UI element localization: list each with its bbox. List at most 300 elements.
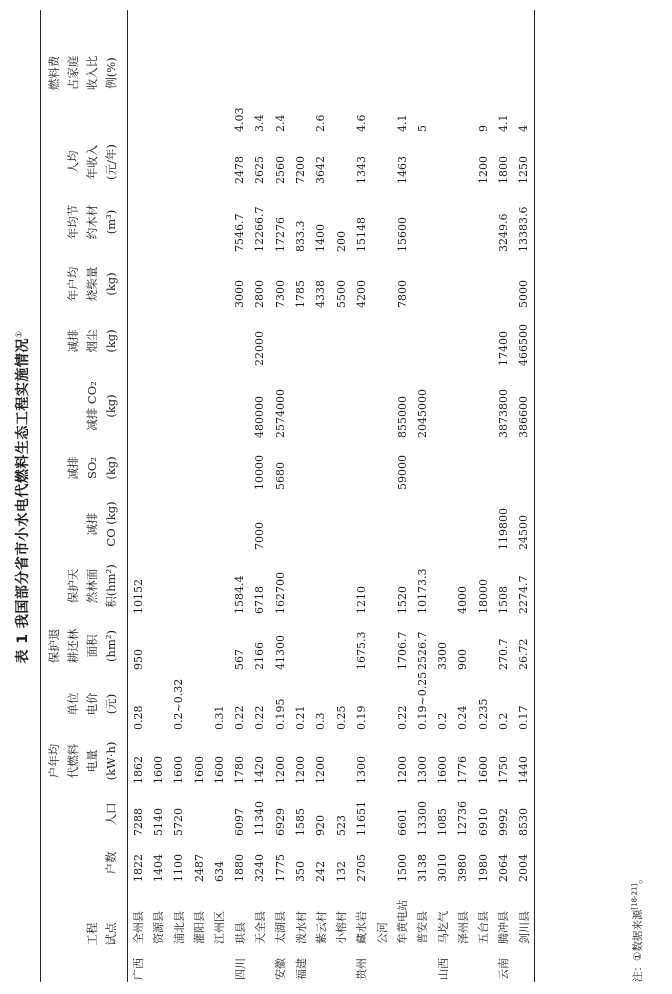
value-cell: 350 — [294, 861, 308, 882]
value-cell — [229, 312, 249, 370]
header-line: 例(%) — [104, 57, 118, 89]
value-cell: 1785 — [294, 280, 308, 308]
value-cell: 18000 — [476, 579, 490, 614]
value-cell: 1200 — [476, 156, 490, 184]
value-cell — [311, 442, 331, 494]
header-col-8 — [41, 442, 128, 494]
value-cell: 466500 — [514, 312, 535, 370]
table-row — [209, 10, 229, 982]
table-row — [311, 10, 331, 982]
value-cell — [331, 618, 351, 674]
value-cell — [514, 442, 535, 494]
value-cell: 9992 — [496, 808, 510, 836]
value-cell: 1404 — [151, 854, 165, 882]
value-cell: 1584.4 — [233, 575, 247, 614]
value-cell: 3240 — [253, 854, 267, 882]
value-cell — [209, 136, 229, 188]
value-cell — [432, 256, 452, 312]
header-line: 积(hm²) — [104, 564, 118, 608]
header-row — [41, 10, 128, 982]
value-cell: 1300 — [415, 756, 429, 784]
value-cell: 4 — [514, 10, 535, 136]
value-cell — [432, 10, 452, 136]
value-cell: 1250 — [514, 136, 535, 188]
value-cell — [311, 370, 331, 442]
value-cell — [148, 554, 168, 618]
value-cell — [169, 494, 189, 554]
site-cell: 马圪气 — [436, 911, 450, 944]
value-cell: 1600 — [151, 756, 165, 784]
value-cell: 132 — [334, 861, 348, 882]
header-line: (kg) — [104, 456, 118, 480]
value-cell — [372, 188, 392, 256]
value-cell — [169, 442, 189, 494]
value-cell: 2705 — [354, 854, 368, 882]
value-cell — [169, 256, 189, 312]
value-cell: 2625 — [253, 156, 267, 184]
header-col-2 — [41, 788, 128, 840]
province-cell — [189, 948, 209, 982]
value-cell: 7200 — [294, 156, 308, 184]
value-cell: 4.1 — [496, 114, 510, 132]
value-cell: 1400 — [314, 224, 328, 252]
value-cell: 0.19~0.25 — [415, 671, 429, 730]
header-col-14 — [41, 10, 128, 136]
value-cell — [372, 788, 392, 840]
value-cell — [372, 312, 392, 370]
province-cell: 四川 — [233, 958, 247, 980]
value-cell — [209, 312, 229, 370]
value-cell — [290, 442, 310, 494]
value-cell: 1300 — [354, 756, 368, 784]
value-cell — [189, 312, 209, 370]
value-cell: 15600 — [395, 217, 409, 252]
table-row — [270, 10, 290, 982]
value-cell — [148, 256, 168, 312]
value-cell — [311, 312, 331, 370]
value-cell: 26.72 — [514, 618, 535, 674]
value-cell: 7288 — [131, 808, 145, 836]
site-cell: 灌阳县 — [193, 911, 207, 944]
province-cell: 山西 — [436, 958, 450, 980]
value-cell — [189, 674, 209, 734]
value-cell — [453, 10, 473, 136]
value-cell — [432, 312, 452, 370]
header-line: 然林面 — [85, 568, 99, 604]
value-cell: 0.3 — [314, 712, 328, 730]
value-cell — [148, 312, 168, 370]
header-line: 试点 — [104, 922, 118, 946]
site-cell: 小榕村 — [335, 911, 349, 944]
province-cell: 福建 — [294, 958, 308, 980]
value-cell: 7300 — [273, 280, 287, 308]
value-cell: 200 — [334, 231, 348, 252]
value-cell: 1706.7 — [395, 631, 409, 670]
province-cell — [148, 948, 168, 982]
value-cell: 0.28 — [131, 705, 145, 730]
value-cell: 1210 — [354, 586, 368, 614]
value-cell — [493, 442, 513, 494]
value-cell: 12736 — [456, 801, 470, 836]
value-cell — [169, 618, 189, 674]
value-cell: 1508 — [496, 586, 510, 614]
value-cell: 3010 — [436, 854, 450, 882]
header-line: 户年均 — [47, 743, 61, 779]
value-cell — [189, 10, 209, 136]
value-cell — [311, 618, 331, 674]
value-cell — [372, 370, 392, 442]
value-cell: 2166 — [253, 642, 267, 670]
value-cell — [372, 494, 392, 554]
value-cell — [148, 442, 168, 494]
table-row — [290, 10, 310, 982]
value-cell: 1880 — [233, 854, 247, 882]
header-line: 代燃料 — [66, 743, 80, 779]
value-cell — [412, 188, 432, 256]
header-line: 电价 — [85, 692, 99, 716]
site-cell: 全州县 — [132, 911, 146, 944]
province-cell — [209, 948, 229, 982]
value-cell — [351, 442, 371, 494]
value-cell — [453, 188, 473, 256]
value-cell — [473, 370, 493, 442]
value-cell: 1675.3 — [354, 631, 368, 670]
value-cell — [169, 312, 189, 370]
value-cell — [209, 618, 229, 674]
province-cell — [412, 948, 432, 982]
site-cell: 太湖县 — [274, 911, 288, 944]
header-line: 电量 — [85, 749, 99, 773]
value-cell — [169, 10, 189, 136]
value-cell: 9 — [476, 125, 490, 132]
site-cell: 剑川县 — [514, 886, 535, 948]
header-line: (kg) — [104, 329, 118, 353]
site-cell: 五台县 — [477, 911, 491, 944]
value-cell: 1585 — [294, 808, 308, 836]
header-line: 烟尘 — [85, 329, 99, 353]
value-cell: 2004 — [514, 840, 535, 886]
site-cell: 泼水村 — [294, 911, 308, 944]
value-cell — [392, 312, 412, 370]
value-cell — [331, 312, 351, 370]
value-cell: 2274.7 — [514, 554, 535, 618]
value-cell — [209, 442, 229, 494]
value-cell: 6601 — [395, 808, 409, 836]
value-cell: 1085 — [436, 808, 450, 836]
value-cell — [432, 442, 452, 494]
value-cell: 3300 — [436, 642, 450, 670]
table-row — [128, 10, 149, 982]
header-col-4 — [41, 674, 128, 734]
value-cell — [432, 188, 452, 256]
province-cell — [514, 948, 535, 982]
value-cell: 1100 — [172, 854, 186, 882]
table-title: 表 1 我国部分省市小水电代燃料生态工程实施情况① — [14, 330, 31, 664]
value-cell: 1200 — [294, 756, 308, 784]
value-cell: 1600 — [212, 756, 226, 784]
value-cell: 3.4 — [253, 114, 267, 132]
value-cell: 2045000 — [415, 389, 429, 438]
header-col-7 — [41, 494, 128, 554]
value-cell — [169, 370, 189, 442]
value-cell — [331, 554, 351, 618]
value-cell: 2478 — [233, 156, 247, 184]
value-cell — [372, 442, 392, 494]
value-cell — [290, 10, 310, 136]
value-cell — [229, 442, 249, 494]
value-cell: 11651 — [354, 801, 368, 836]
province-cell — [453, 948, 473, 982]
value-cell: 10152 — [131, 579, 145, 614]
value-cell: 1463 — [395, 156, 409, 184]
value-cell: 2574000 — [273, 389, 287, 438]
site-cell: 浦北县 — [172, 911, 186, 944]
value-cell — [412, 442, 432, 494]
value-cell: 0.235 — [476, 698, 490, 730]
value-cell: 17276 — [273, 217, 287, 252]
value-cell — [148, 494, 168, 554]
value-cell: 1500 — [395, 854, 409, 882]
value-cell — [372, 554, 392, 618]
value-cell: 833.3 — [294, 220, 308, 252]
value-cell — [331, 370, 351, 442]
value-cell — [229, 370, 249, 442]
value-cell — [189, 370, 209, 442]
table-row — [169, 10, 189, 982]
value-cell — [169, 188, 189, 256]
value-cell: 17400 — [496, 331, 510, 366]
value-cell: 920 — [314, 815, 328, 836]
value-cell: 386600 — [514, 370, 535, 442]
header-col-11 — [41, 256, 128, 312]
header-line: 年户均 — [66, 266, 80, 302]
data-table — [40, 10, 535, 982]
header-line: 减排 — [66, 456, 80, 480]
value-cell — [331, 136, 351, 188]
site-cell: 珙县 — [233, 922, 247, 944]
value-cell: 0.17 — [514, 674, 535, 734]
value-cell: 1822 — [131, 854, 145, 882]
value-cell — [331, 734, 351, 788]
value-cell — [209, 370, 229, 442]
header-line: (hm²) — [104, 630, 118, 662]
value-cell — [453, 370, 473, 442]
value-cell — [290, 554, 310, 618]
province-cell — [250, 948, 270, 982]
value-cell: 5680 — [273, 462, 287, 490]
value-cell — [290, 370, 310, 442]
value-cell — [128, 136, 149, 188]
value-cell: 5500 — [334, 280, 348, 308]
header-col-12 — [41, 188, 128, 256]
value-cell: 2800 — [253, 280, 267, 308]
value-cell — [148, 10, 168, 136]
value-cell: 1600 — [476, 756, 490, 784]
value-cell: 0.24 — [456, 705, 470, 730]
value-cell: 0.2~0.32 — [172, 678, 186, 730]
table-row — [432, 10, 452, 982]
value-cell — [169, 554, 189, 618]
header-line: 占家庭 — [66, 55, 80, 91]
value-cell — [189, 618, 209, 674]
value-cell: 0.31 — [212, 705, 226, 730]
value-cell: 242 — [314, 861, 328, 882]
value-cell: 1800 — [496, 156, 510, 184]
value-cell: 0.22 — [395, 705, 409, 730]
value-cell: 3873800 — [496, 389, 510, 438]
value-cell — [270, 494, 290, 554]
value-cell — [473, 312, 493, 370]
value-cell: 41300 — [273, 635, 287, 670]
value-cell: 13300 — [415, 801, 429, 836]
value-cell — [189, 788, 209, 840]
value-cell: 1862 — [131, 756, 145, 784]
province-cell — [311, 948, 331, 982]
value-cell — [189, 554, 209, 618]
table-row — [250, 10, 270, 982]
value-cell — [473, 256, 493, 312]
value-cell: 12266.7 — [253, 206, 267, 252]
value-cell: 2560 — [273, 156, 287, 184]
value-cell — [392, 494, 412, 554]
header-line: 年收入 — [85, 144, 99, 180]
value-cell: 1775 — [273, 854, 287, 882]
value-cell: 10000 — [253, 455, 267, 490]
value-cell: 0.22 — [233, 705, 247, 730]
header-line: 收入比 — [85, 55, 99, 91]
value-cell — [432, 494, 452, 554]
value-cell — [128, 370, 149, 442]
value-cell: 855000 — [395, 396, 409, 438]
table-body — [128, 10, 535, 982]
value-cell — [351, 312, 371, 370]
table-row — [331, 10, 351, 982]
value-cell: 13383.6 — [514, 188, 535, 256]
value-cell: 5140 — [151, 808, 165, 836]
value-cell: 22000 — [253, 331, 267, 366]
value-cell: 162700 — [273, 572, 287, 614]
value-cell: 1200 — [314, 756, 328, 784]
header-line: 户数 — [104, 851, 118, 875]
value-cell: 634 — [212, 861, 226, 882]
header-line: (kW·h) — [104, 741, 118, 781]
site-cell: 江州区 — [213, 911, 227, 944]
value-cell: 950 — [131, 649, 145, 670]
province-cell: 安徽 — [274, 958, 288, 980]
table-row — [412, 10, 432, 982]
value-cell: 5 — [415, 125, 429, 132]
header-line: (m³) — [104, 209, 118, 235]
value-cell: 1420 — [253, 756, 267, 784]
value-cell: 3000 — [233, 280, 247, 308]
value-cell: 0.195 — [273, 698, 287, 730]
province-cell: 贵州 — [355, 958, 369, 980]
value-cell: 4000 — [456, 586, 470, 614]
header-line: 保护退 — [47, 628, 61, 664]
header-line: 减排 CO₂ — [85, 381, 99, 431]
value-cell — [128, 10, 149, 136]
value-cell — [311, 554, 331, 618]
value-cell: 1600 — [436, 756, 450, 784]
site-cell: 资源县 — [152, 911, 166, 944]
value-cell — [148, 370, 168, 442]
value-cell: 6097 — [233, 808, 247, 836]
value-cell — [290, 494, 310, 554]
value-cell: 567 — [233, 649, 247, 670]
header-line: (kg) — [104, 394, 118, 418]
value-cell: 10173.3 — [415, 568, 429, 614]
province-cell — [331, 948, 351, 982]
header-line: 耕还林 — [66, 628, 80, 664]
header-line: 约木材 — [85, 204, 99, 240]
value-cell: 5720 — [172, 808, 186, 836]
value-cell — [453, 136, 473, 188]
value-cell: 4.1 — [395, 114, 409, 132]
value-cell: 1200 — [273, 756, 287, 784]
value-cell: 3980 — [456, 854, 470, 882]
value-cell — [128, 256, 149, 312]
value-cell — [209, 494, 229, 554]
value-cell — [453, 494, 473, 554]
header-col-13 — [41, 136, 128, 188]
value-cell: 6910 — [476, 808, 490, 836]
province-cell — [372, 948, 392, 982]
footnote: 注：①数据来源[18-21]。 — [630, 873, 644, 982]
value-cell: 4.6 — [354, 114, 368, 132]
value-cell — [372, 618, 392, 674]
value-cell — [453, 442, 473, 494]
value-cell — [473, 494, 493, 554]
value-cell: 15148 — [354, 217, 368, 252]
value-cell: 1520 — [395, 586, 409, 614]
header-line: 燃料费 — [47, 55, 61, 91]
value-cell: 7800 — [395, 280, 409, 308]
value-cell — [453, 312, 473, 370]
value-cell — [412, 136, 432, 188]
value-cell — [351, 494, 371, 554]
value-cell — [128, 442, 149, 494]
value-cell — [311, 494, 331, 554]
header-line: 单位 — [66, 692, 80, 716]
value-cell: 6718 — [253, 586, 267, 614]
value-cell — [128, 312, 149, 370]
value-cell — [473, 188, 493, 256]
value-cell: 900 — [456, 649, 470, 670]
header-line: 年均节 — [66, 204, 80, 240]
province-cell: 云南 — [497, 958, 511, 980]
value-cell: 1600 — [172, 756, 186, 784]
site-cell: 泽州县 — [456, 911, 470, 944]
value-cell: 1776 — [456, 756, 470, 784]
value-cell: 2064 — [496, 854, 510, 882]
value-cell — [290, 312, 310, 370]
value-cell — [372, 10, 392, 136]
value-cell — [148, 188, 168, 256]
header-line: 人均 — [66, 150, 80, 174]
value-cell: 270.7 — [496, 638, 510, 670]
header-col-3 — [41, 734, 128, 788]
value-cell — [189, 442, 209, 494]
value-cell: 3138 — [415, 854, 429, 882]
value-cell — [290, 618, 310, 674]
header-line: (元) — [104, 693, 118, 715]
value-cell: 0.25 — [334, 705, 348, 730]
value-cell — [351, 370, 371, 442]
value-cell: 1343 — [354, 156, 368, 184]
table-row — [189, 10, 209, 982]
site-cell: 腾冲县 — [497, 911, 511, 944]
value-cell — [189, 494, 209, 554]
